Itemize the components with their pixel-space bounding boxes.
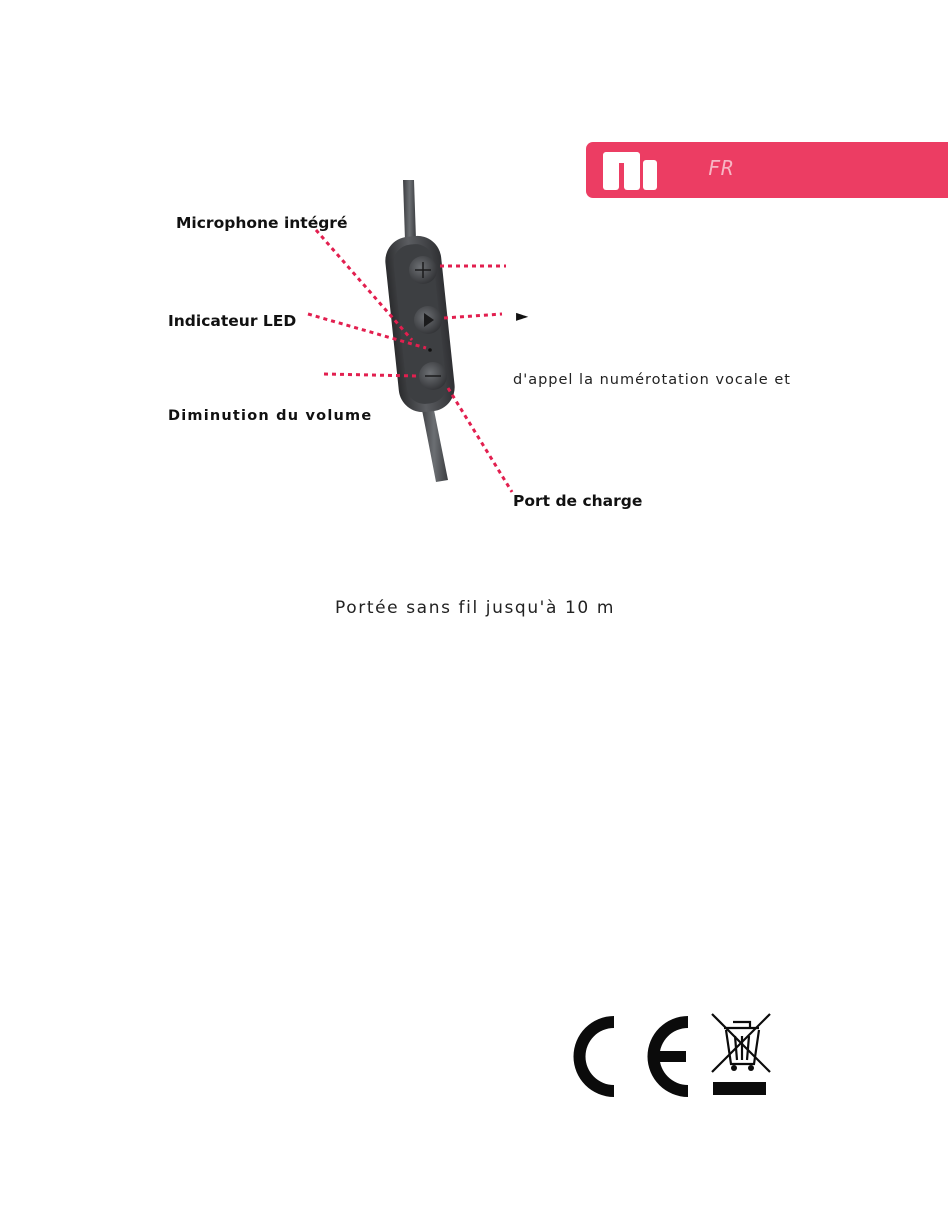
leader-charge-port xyxy=(448,388,512,492)
volume-down-button xyxy=(419,362,447,390)
led-indicator xyxy=(428,348,432,352)
charge-port-label: Port de charge xyxy=(513,492,643,510)
microphone-label: Microphone intégré xyxy=(176,214,348,232)
play-pause-button xyxy=(414,306,442,334)
leader-play xyxy=(444,314,502,318)
volume-up-button xyxy=(409,256,437,284)
language-code: FR xyxy=(708,156,735,180)
play-symbol: ► xyxy=(516,306,529,325)
volume-down-label: Diminution du volume xyxy=(168,408,373,424)
wireless-range: Portée sans fil jusqu'à 10 m xyxy=(335,598,615,618)
cable-bottom xyxy=(420,400,448,482)
crossed-bin-icon xyxy=(712,1014,770,1072)
play-description: d'appel la numérotation vocale et xyxy=(513,372,791,388)
led-label: Indicateur LED xyxy=(168,312,297,330)
weee-bar xyxy=(713,1082,766,1095)
cable-top xyxy=(403,180,416,240)
ce-mark xyxy=(574,1016,689,1097)
